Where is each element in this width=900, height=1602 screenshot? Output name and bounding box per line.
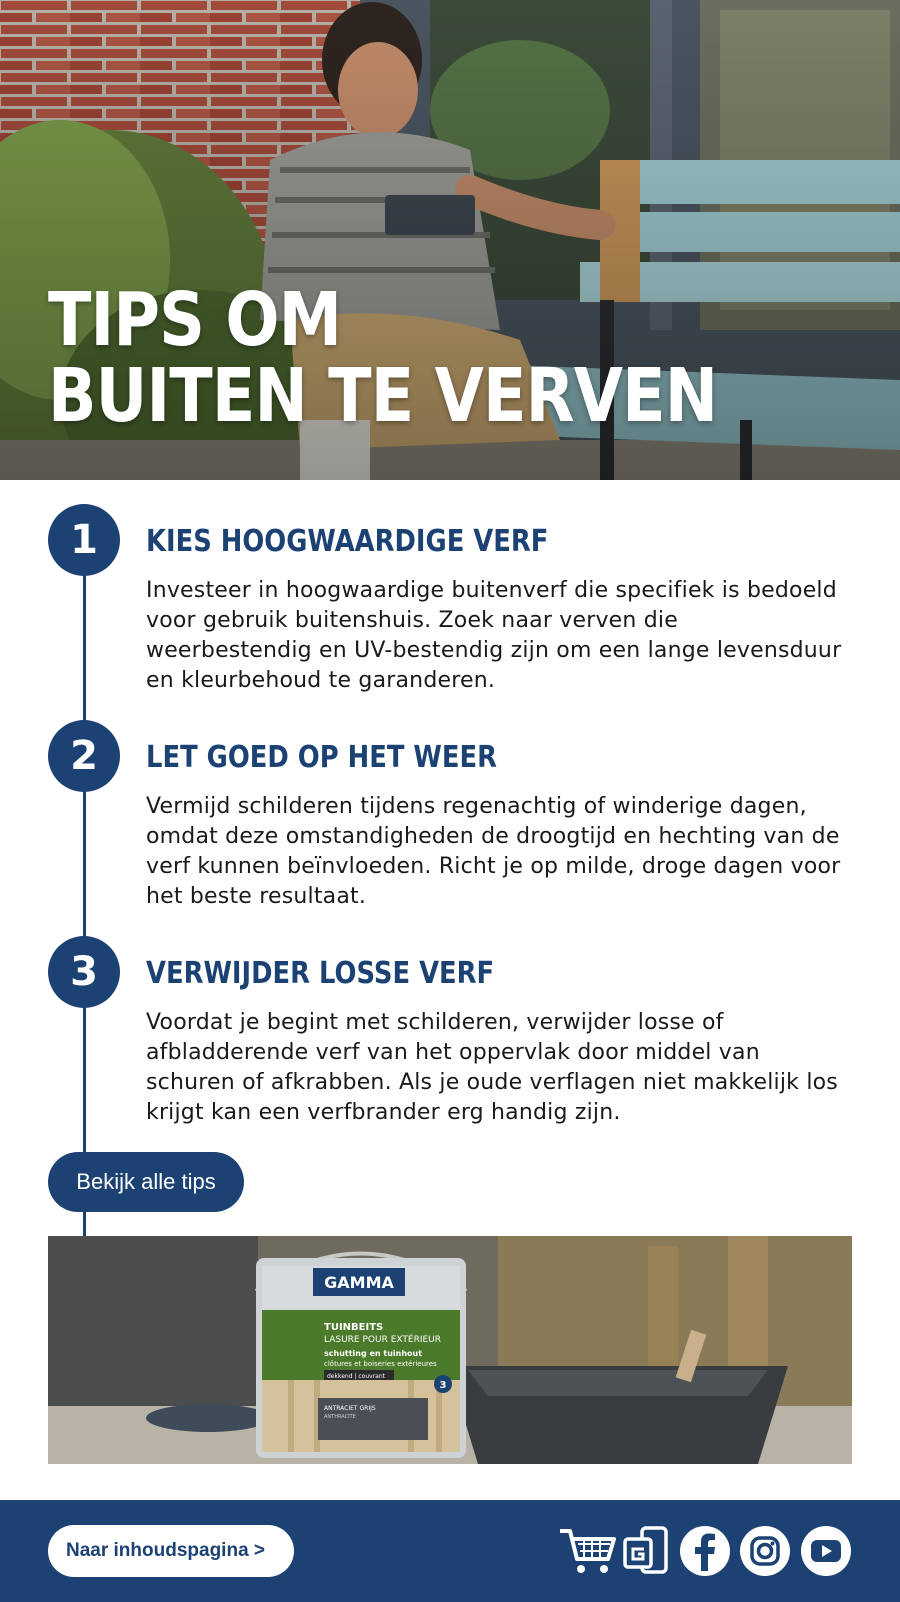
gamma-app-icon[interactable] <box>620 1525 672 1577</box>
step-title: LET GOED OP HET WEER <box>146 740 497 775</box>
step-number-badge: 2 <box>48 720 120 792</box>
step-text: Voordat je begint met schilderen, verwijder losse of afbladderende verf van het oppervlak door middel van schuren of afkrabben. Als je oude verflagen niet makkelijk los krijgt kan een verfbrander erg handig zijn. <box>146 1010 838 1125</box>
hero-title-line-1: TIPS OM <box>48 277 342 363</box>
product-line-2: clôtures et boiseries extérieures <box>324 1360 437 1368</box>
product-color-name: ANTRACIET GRIJS <box>324 1405 376 1412</box>
step-text: Vermijd schilderen tijdens regenachtig of winderige dagen, omdat deze omstandigheden de droogtijd en hechting van de verf kunnen beïnvloeden. Richt je op milde, droge dagen voor het beste resultaat. <box>146 794 841 909</box>
hero-banner <box>0 0 900 480</box>
footer-bar <box>0 1500 900 1602</box>
youtube-icon[interactable] <box>800 1525 852 1577</box>
instagram-icon[interactable] <box>739 1525 791 1577</box>
step-text: Investeer in hoogwaardige buitenverf die specifiek is bedoeld voor gebruik buitenshuis. Zoek naar verven die weerbestendig en UV-bestendig zijn om een lange levensduur en kleurbehoud te garanderen. <box>146 578 842 693</box>
cart-icon[interactable] <box>558 1525 616 1577</box>
view-all-tips-button[interactable]: Bekijk alle tips <box>48 1152 244 1212</box>
hero-title-line-2: BUITEN TE VERVEN <box>48 353 718 439</box>
step-number-badge: 1 <box>48 504 120 576</box>
product-layer-number: 3 <box>439 1380 447 1391</box>
step-number-badge: 3 <box>48 936 120 1008</box>
product-subtitle: LASURE POUR EXTÉRIEUR <box>324 1335 442 1345</box>
product-photo <box>48 1236 852 1464</box>
step-title: VERWIJDER LOSSE VERF <box>146 956 495 991</box>
facebook-icon[interactable] <box>679 1525 731 1577</box>
product-color-name-fr: ANTHRACITE <box>324 1414 356 1420</box>
product-badge: dekkend | couvrant <box>327 1373 385 1380</box>
gamma-logo-text: GAMMA <box>324 1273 394 1292</box>
product-name: TUINBEITS <box>324 1322 384 1333</box>
product-line-1: schutting en tuinhout <box>324 1349 423 1358</box>
step-title: KIES HOOGWAARDIGE VERF <box>146 524 549 559</box>
hero-title <box>48 277 718 439</box>
table-of-contents-button[interactable]: Naar inhoudspagina > <box>48 1525 294 1577</box>
